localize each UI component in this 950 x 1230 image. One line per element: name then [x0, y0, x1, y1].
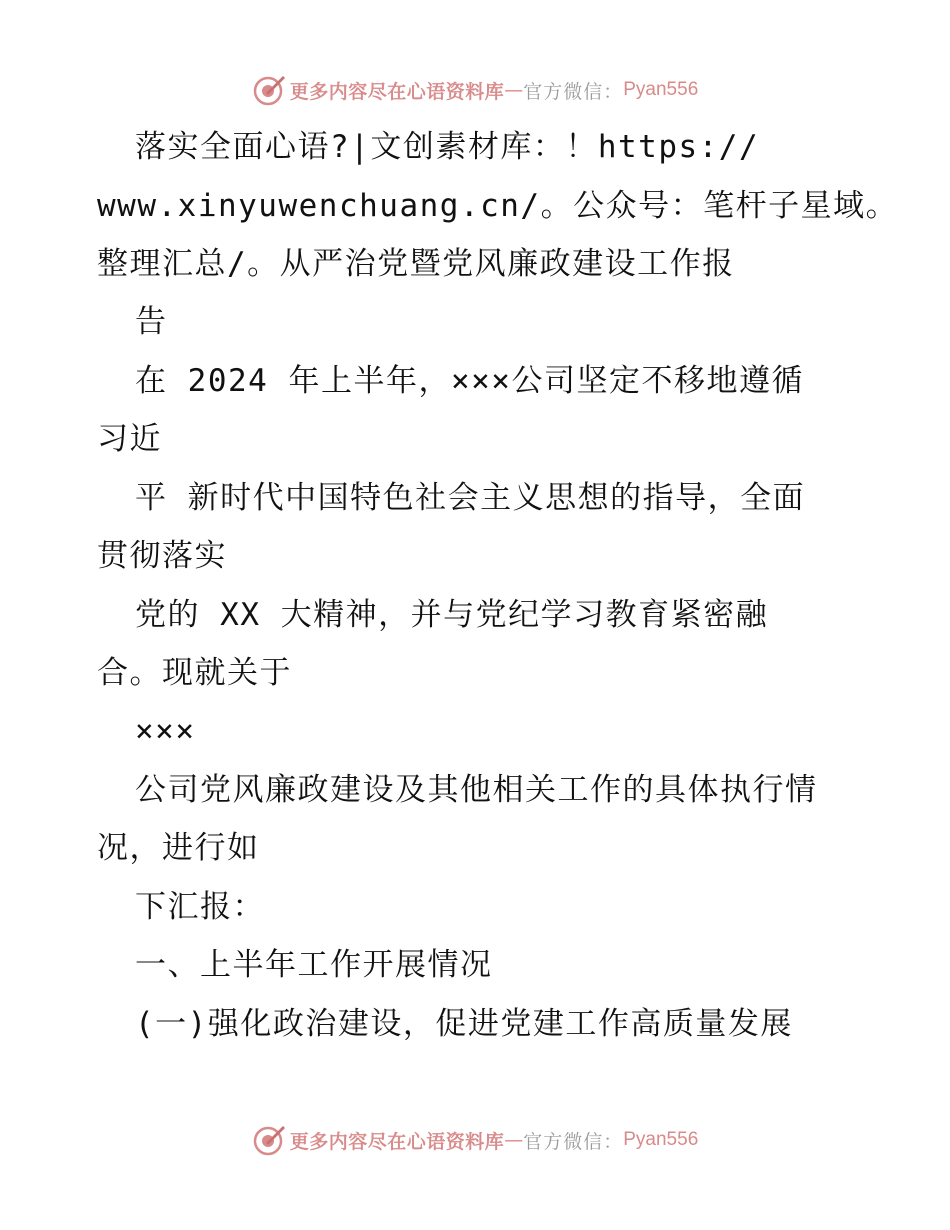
body-line: 习近 — [97, 421, 162, 457]
body-line: 下汇报： — [135, 889, 265, 925]
banner-main-text: 更多内容尽在心语资料库 — [289, 1130, 505, 1153]
banner-wechat-id: Pyan556 — [623, 1129, 699, 1150]
banner-dash: — — [504, 1129, 524, 1151]
body-line: 告 — [135, 304, 168, 340]
banner-wechat-label: 官方微信： — [523, 80, 624, 103]
body-line: 落实全面心语?|文创素材库：！https:// — [135, 129, 760, 165]
header-watermark-banner — [0, 70, 950, 110]
footer-watermark-banner — [0, 1120, 950, 1160]
body-line: www.xinyuwenchuang.cn/。公众号：笔杆子星域。 — [97, 188, 899, 224]
quill-pen-logo-icon — [252, 1123, 286, 1157]
body-line: 整理汇总/。从严治党暨党风廉政建设工作报 — [97, 246, 735, 282]
banner-wechat-label: 官方微信： — [523, 1130, 624, 1153]
banner-wechat-id: Pyan556 — [623, 79, 699, 100]
banner-main-text: 更多内容尽在心语资料库 — [289, 80, 505, 103]
body-line: 况，进行如 — [97, 830, 260, 866]
body-line: 公司党风廉政建设及其他相关工作的具体执行情 — [135, 772, 818, 808]
body-line: 贯彻落实 — [97, 538, 227, 574]
banner-dash: — — [504, 79, 524, 101]
body-line: ××× — [135, 713, 196, 749]
body-line: 党的 XX 大精神，并与党纪学习教育紧密融 — [135, 597, 769, 633]
body-line: 合。现就关于 — [97, 655, 292, 691]
body-line: 在 2024 年上半年，×××公司坚定不移地遵循 — [135, 363, 804, 399]
body-line: 平 新时代中国特色社会主义思想的指导，全面 — [135, 480, 806, 516]
quill-pen-logo-icon — [252, 73, 286, 107]
section-heading: 一、上半年工作开展情况 — [135, 947, 493, 983]
subsection-heading: (一)强化政治建设，促进党建工作高质量发展 — [135, 1006, 793, 1042]
